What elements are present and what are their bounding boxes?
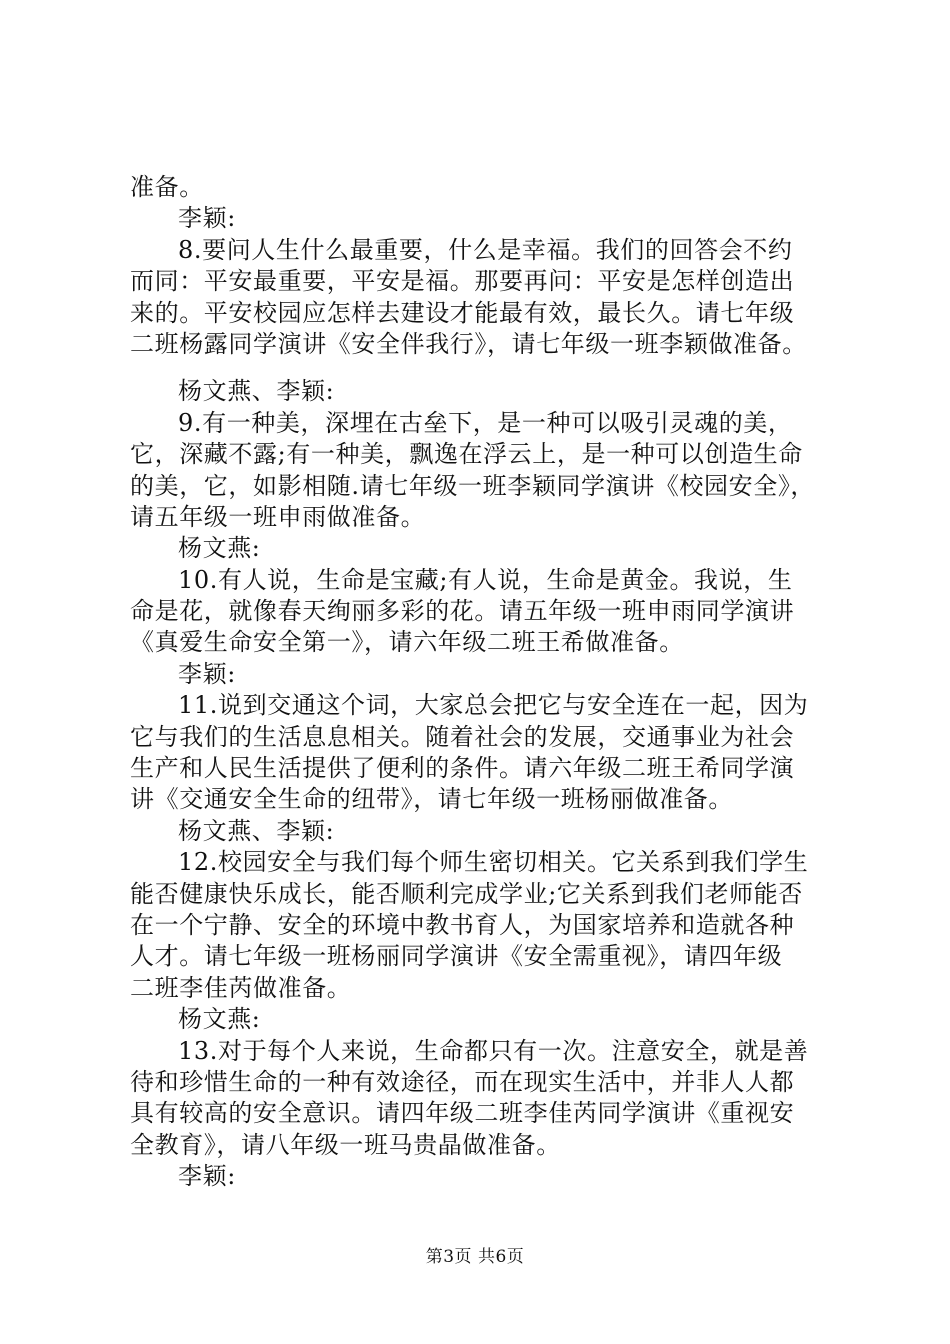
text-line: 待和珍惜生命的一种有效途径，而在现实生活中，并非人人都 (130, 1067, 795, 1096)
text-line: 杨文燕、李颖: (178, 816, 335, 845)
text-line: 来的。平安校园应怎样去建设才能最有效，最长久。请七年级 (130, 298, 795, 327)
text-line: 杨文燕: (178, 1005, 261, 1034)
text-line: 11.说到交通这个词，大家总会把它与安全连在一起，因为 (178, 691, 809, 720)
text-line: 杨文燕、李颖: (178, 377, 335, 406)
page-footer: 第3页 共6页 (425, 1247, 525, 1267)
text-line: 二班李佳芮做准备。 (130, 973, 352, 1002)
text-line: 12.校园安全与我们每个师生密切相关。它关系到我们学生 (178, 848, 809, 877)
text-line: 生产和人民生活提供了便利的条件。请六年级二班王希同学演 (130, 754, 795, 783)
text-line: 它与我们的生活息息相关。随着社会的发展，交通事业为社会 (130, 722, 795, 751)
text-line: 请五年级一班申雨做准备。 (130, 502, 426, 531)
text-line: 在一个宁静、安全的环境中教书育人，为国家培养和造就各种 (130, 910, 795, 939)
text-line: 9.有一种美，深埋在古垒下，是一种可以吸引灵魂的美， (178, 408, 793, 437)
text-line: 李颖: (178, 1162, 236, 1191)
text-line: 全教育》，请八年级一班马贵晶做准备。 (130, 1130, 561, 1159)
text-line: 讲《交通安全生命的纽带》，请七年级一班杨丽做准备。 (130, 785, 733, 814)
document-body (130, 172, 830, 1193)
text-line: 10.有人说，生命是宝藏;有人说，生命是黄金。我说，生 (178, 565, 793, 594)
text-line: 人才。请七年级一班杨丽同学演讲《安全需重视》，请四年级 (130, 942, 783, 971)
paragraph-gap (130, 360, 830, 376)
text-line: 13.对于每个人来说，生命都只有一次。注意安全，就是善 (178, 1036, 809, 1065)
text-line: 李颖: (178, 659, 236, 688)
text-line: 命是花，就像春天绚丽多彩的花。请五年级一班申雨同学演讲 (130, 597, 795, 626)
text-line: 二班杨露同学演讲《安全伴我行》，请七年级一班李颖做准备。 (130, 329, 807, 358)
text-line: 8.要问人生什么最重要，什么是幸福。我们的回答会不约 (178, 235, 793, 264)
text-line: 《真爱生命安全第一》，请六年级二班王希做准备。 (130, 628, 684, 657)
text-line: 具有较高的安全意识。请四年级二班李佳芮同学演讲《重视安 (130, 1099, 795, 1128)
text-line: 的美，它，如影相随.请七年级一班李颖同学演讲《校园安全》， (130, 471, 816, 500)
text-line: 李颖: (178, 204, 236, 233)
text-line: 能否健康快乐成长，能否顺利完成学业;它关系到我们老师能否 (130, 879, 803, 908)
text-line: 它，深藏不露;有一种美，飘逸在浮云上，是一种可以创造生命 (130, 440, 803, 469)
text-line: 而同：平安最重要，平安是福。那要再问：平安是怎样创造出 (130, 267, 795, 296)
text-line: 准备。 (130, 173, 204, 201)
text-line: 杨文燕: (178, 534, 261, 563)
